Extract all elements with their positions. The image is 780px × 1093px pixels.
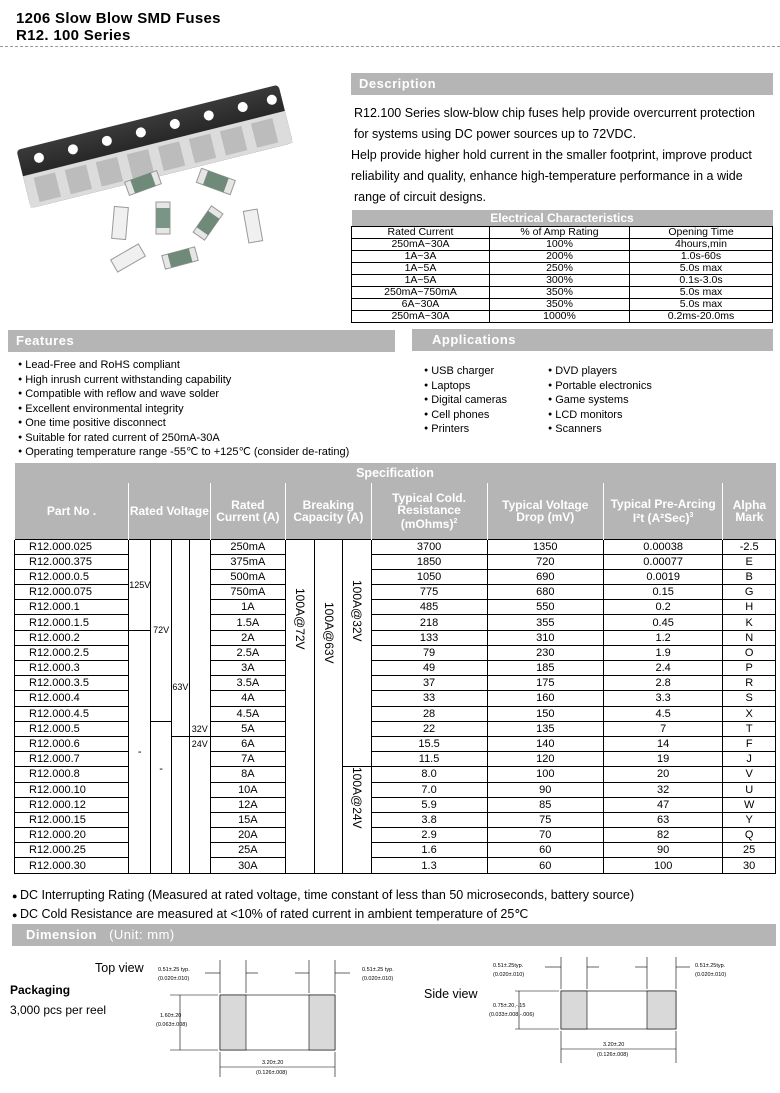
header-opening-time: Opening Time — [630, 226, 773, 238]
spec-voltage-drop: 150 — [487, 706, 603, 721]
description-line: reliability and quality, enhance high-temperature performance in a wide — [351, 169, 743, 183]
spec-voltage-drop: 230 — [487, 645, 603, 660]
spec-rated-current: 4.5A — [210, 706, 286, 721]
title-line-1: 1206 Slow Blow SMD Fuses — [16, 10, 221, 27]
spec-part-no: R12.000.20 — [15, 828, 129, 843]
spec-rated-current: 15A — [210, 812, 286, 827]
side-view-label: Side view — [424, 987, 478, 1001]
features-list — [18, 358, 349, 460]
spec-cold-resistance: 3.8 — [371, 812, 487, 827]
note-cold-resistance-text: DC Cold Resistance are measured at <10% of rated current in ambient temperature of 25℃ — [19, 907, 529, 921]
electrical-cell: 6A~30A — [352, 298, 490, 310]
spec-part-no: R12.000.1 — [15, 600, 129, 615]
spec-voltage-drop: 310 — [487, 630, 603, 645]
dimension-title: Dimension — [26, 927, 97, 942]
spec-voltage-drop: 135 — [487, 721, 603, 736]
electrical-row — [352, 310, 773, 322]
spec-pre-arcing: 19 — [603, 752, 722, 767]
dim-a2-inch: (0.020±.010) — [362, 976, 394, 982]
spec-row — [15, 706, 776, 721]
spec-voltage-drop: 60 — [487, 858, 603, 873]
breaking-63v-label: 100A@63V — [321, 601, 336, 664]
spec-pre-arcing: 100 — [603, 858, 722, 873]
voltage-dash-2: - — [151, 721, 172, 873]
spec-pre-arcing: 63 — [603, 812, 722, 827]
electrical-cell: 250mA~750mA — [352, 286, 490, 298]
electrical-row — [352, 262, 773, 274]
note-interrupting-text: DC Interrupting Rating (Measured at rated voltage, time constant of less than 50 microseconds, battery source) — [19, 888, 635, 902]
spec-pre-arcing: 2.4 — [603, 661, 722, 676]
spec-alpha-mark: J — [723, 752, 776, 767]
spec-alpha-mark: H — [723, 600, 776, 615]
electrical-cell: 0.1s-3.0s — [630, 274, 773, 286]
col-breaking-capacity: Breaking Capacity (A) — [286, 483, 371, 539]
dim-c-text: 3.20±.20 — [262, 1060, 284, 1066]
spec-cold-resistance: 11.5 — [371, 752, 487, 767]
electrical-characteristics-table — [351, 210, 773, 323]
spec-part-no: R12.000.8 — [15, 767, 129, 782]
dim-a-inch: (0.020±.010) — [158, 976, 190, 982]
applications-header: Applications — [412, 329, 773, 351]
top-view-label: Top view — [95, 961, 144, 975]
col-part-no: Part No . — [15, 483, 129, 539]
header-divider — [0, 46, 780, 47]
description-line: R12.100 Series slow-blow chip fuses help provide overcurrent protection — [354, 106, 755, 120]
spec-alpha-mark: Y — [723, 812, 776, 827]
col-pre-arcing-note: 3 — [689, 511, 694, 519]
spec-cold-resistance: 1050 — [371, 569, 487, 584]
voltage-72v: 72V — [151, 539, 172, 721]
voltage-32v: 32V — [189, 539, 210, 736]
spec-part-no: R12.000.6 — [15, 736, 129, 751]
note-interrupting — [12, 886, 634, 905]
spec-rated-current: 3.5A — [210, 676, 286, 691]
spec-cold-resistance: 133 — [371, 630, 487, 645]
feature-item: ● Suitable for rated current of 250mA-30A — [18, 431, 349, 446]
spec-pre-arcing: 90 — [603, 843, 722, 858]
spec-rated-current: 20A — [210, 828, 286, 843]
electrical-cell: 1A~5A — [352, 274, 490, 286]
breaking-63v — [315, 539, 343, 873]
breaking-24v-label: 100A@24V — [349, 767, 364, 829]
carrier-tape — [16, 85, 292, 209]
spec-alpha-mark: 25 — [723, 843, 776, 858]
electrical-cell: 350% — [490, 286, 630, 298]
spec-cold-resistance: 218 — [371, 615, 487, 630]
spec-row — [15, 721, 776, 736]
spec-rated-current: 7A — [210, 752, 286, 767]
spec-part-no: R12.000.10 — [15, 782, 129, 797]
col-pre-arcing-label: Typical Pre-Arcing I²t (A²Sec) — [610, 496, 716, 525]
spec-pre-arcing: 14 — [603, 736, 722, 751]
electrical-row — [352, 274, 773, 286]
spec-row — [15, 858, 776, 873]
electrical-cell: 250% — [490, 262, 630, 274]
spec-alpha-mark: Q — [723, 828, 776, 843]
spec-part-no: R12.000.2.5 — [15, 645, 129, 660]
note-cold-resistance — [12, 905, 634, 924]
spec-row — [15, 752, 776, 767]
spec-part-no: R12.000.12 — [15, 797, 129, 812]
spec-row — [15, 645, 776, 660]
feature-item: ● One time positive disconnect — [18, 416, 349, 431]
spec-row — [15, 615, 776, 630]
col-pre-arcing — [603, 483, 722, 539]
spec-rated-current: 12A — [210, 797, 286, 812]
voltage-dash-1: - — [129, 630, 151, 873]
spec-voltage-drop: 120 — [487, 752, 603, 767]
col-alpha-mark: Alpha Mark — [723, 483, 776, 539]
spec-alpha-mark: X — [723, 706, 776, 721]
spec-row — [15, 782, 776, 797]
applications-list-left — [424, 364, 507, 437]
spec-part-no: R12.000.15 — [15, 812, 129, 827]
spec-row — [15, 797, 776, 812]
spec-alpha-mark: 30 — [723, 858, 776, 873]
spec-voltage-drop: 85 — [487, 797, 603, 812]
side-view-drawing — [485, 955, 775, 1085]
dimension-unit: (Unit: mm) — [109, 927, 175, 942]
spec-row — [15, 539, 776, 554]
specification-title: Specification — [15, 463, 776, 483]
spec-pre-arcing: 1.9 — [603, 645, 722, 660]
page-title — [16, 10, 221, 44]
voltage-125v: 125V — [129, 539, 151, 630]
spec-part-no: R12.000.075 — [15, 585, 129, 600]
spec-rated-current: 6A — [210, 736, 286, 751]
spec-voltage-drop: 175 — [487, 676, 603, 691]
spec-alpha-mark: F — [723, 736, 776, 751]
spec-cold-resistance: 22 — [371, 721, 487, 736]
spec-pre-arcing: 47 — [603, 797, 722, 812]
spec-row — [15, 828, 776, 843]
spec-voltage-drop: 185 — [487, 661, 603, 676]
application-item: ● Laptops — [424, 379, 507, 394]
spec-rated-current: 3A — [210, 661, 286, 676]
spec-voltage-drop: 160 — [487, 691, 603, 706]
dim-a2-text: 0.51±.25 typ. — [362, 967, 394, 973]
breaking-24v — [343, 767, 371, 873]
spec-part-no: R12.000.5 — [15, 721, 129, 736]
electrical-cell: 1000% — [490, 310, 630, 322]
col-cold-resistance-label: Typical Cold. Resistance (mOhms) — [392, 490, 466, 531]
spec-alpha-mark: -2.5 — [723, 539, 776, 554]
spec-alpha-mark: P — [723, 661, 776, 676]
spec-alpha-mark: T — [723, 721, 776, 736]
specification-table — [14, 463, 776, 874]
spec-pre-arcing: 0.00038 — [603, 539, 722, 554]
packaging-quantity: 3,000 pcs per reel — [10, 1003, 107, 1017]
electrical-title: Electrical Characteristics — [352, 210, 773, 226]
breaking-32v — [343, 539, 371, 767]
description-header: Description — [351, 73, 773, 95]
spec-row — [15, 661, 776, 676]
spec-cold-resistance: 33 — [371, 691, 487, 706]
col-voltage-drop: Typical Voltage Drop (mV) — [487, 483, 603, 539]
spec-pre-arcing: 0.00077 — [603, 554, 722, 569]
spec-alpha-mark: S — [723, 691, 776, 706]
spec-rated-current: 1A — [210, 600, 286, 615]
spec-alpha-mark: U — [723, 782, 776, 797]
spec-cold-resistance: 28 — [371, 706, 487, 721]
electrical-row — [352, 286, 773, 298]
spec-alpha-mark: O — [723, 645, 776, 660]
bullet-icon: ● — [12, 910, 20, 920]
dim-b-inch: (0.063±.008) — [156, 1022, 188, 1028]
spec-alpha-mark: W — [723, 797, 776, 812]
col-rated-current: Rated Current (A) — [210, 483, 286, 539]
spec-voltage-drop: 1350 — [487, 539, 603, 554]
spec-part-no: R12.000.4.5 — [15, 706, 129, 721]
spec-cold-resistance: 37 — [371, 676, 487, 691]
spec-row — [15, 676, 776, 691]
spec-rated-current: 250mA — [210, 539, 286, 554]
dim-c-side-inch: (0.126±.008) — [597, 1052, 629, 1058]
feature-item: ● Operating temperature range -55℃ to +125℃ (consider de-rating) — [18, 445, 349, 460]
dim-d-text: 0.51±.25typ. — [493, 963, 524, 969]
spec-voltage-drop: 690 — [487, 569, 603, 584]
description-line: for systems using DC power sources up to 72VDC. — [354, 127, 637, 141]
dim-d-inch: (0.020±.010) — [493, 972, 525, 978]
spec-pre-arcing: 0.45 — [603, 615, 722, 630]
spec-row — [15, 554, 776, 569]
spec-cold-resistance: 8.0 — [371, 767, 487, 782]
spec-rated-current: 375mA — [210, 554, 286, 569]
spec-voltage-drop: 70 — [487, 828, 603, 843]
application-item: ● LCD monitors — [548, 408, 652, 423]
spec-cold-resistance: 2.9 — [371, 828, 487, 843]
spec-rated-current: 500mA — [210, 569, 286, 584]
electrical-cell: 0.2ms-20.0ms — [630, 310, 773, 322]
spec-rated-current: 8A — [210, 767, 286, 782]
spec-alpha-mark: R — [723, 676, 776, 691]
col-cold-resistance — [371, 483, 487, 539]
spec-alpha-mark: E — [723, 554, 776, 569]
spec-voltage-drop: 140 — [487, 736, 603, 751]
spec-rated-current: 1.5A — [210, 615, 286, 630]
spec-part-no: R12.000.2 — [15, 630, 129, 645]
feature-item: ● High inrush current withstanding capability — [18, 373, 349, 388]
spec-pre-arcing: 32 — [603, 782, 722, 797]
description-text — [351, 103, 755, 208]
spec-row — [15, 600, 776, 615]
spec-voltage-drop: 60 — [487, 843, 603, 858]
electrical-cell: 5.0s max — [630, 298, 773, 310]
electrical-header-row — [352, 226, 773, 238]
spec-rated-current: 750mA — [210, 585, 286, 600]
application-item: ● Digital cameras — [424, 393, 507, 408]
spec-pre-arcing: 20 — [603, 767, 722, 782]
spec-notes — [12, 886, 634, 924]
breaking-32v-label: 100A@32V — [349, 579, 364, 642]
spec-alpha-mark: K — [723, 615, 776, 630]
spec-pre-arcing: 0.15 — [603, 585, 722, 600]
spec-part-no: R12.000.1.5 — [15, 615, 129, 630]
feature-item: ● Lead-Free and RoHS compliant — [18, 358, 349, 373]
spec-cold-resistance: 79 — [371, 645, 487, 660]
spec-rated-current: 10A — [210, 782, 286, 797]
electrical-cell: 350% — [490, 298, 630, 310]
spec-pre-arcing: 0.0019 — [603, 569, 722, 584]
spec-rated-current: 25A — [210, 843, 286, 858]
spec-cold-resistance: 1.3 — [371, 858, 487, 873]
spec-part-no: R12.000.3 — [15, 661, 129, 676]
application-item: ● DVD players — [548, 364, 652, 379]
voltage-63v: 63V — [171, 539, 189, 736]
electrical-cell: 4hours,min — [630, 238, 773, 250]
electrical-cell: 100% — [490, 238, 630, 250]
header-amp-rating: % of Amp Rating — [490, 226, 630, 238]
dim-d2-inch: (0.020±.010) — [695, 972, 727, 978]
electrical-row — [352, 298, 773, 310]
spec-cold-resistance: 775 — [371, 585, 487, 600]
spec-part-no: R12.000.25 — [15, 843, 129, 858]
spec-row — [15, 812, 776, 827]
spec-voltage-drop: 75 — [487, 812, 603, 827]
spec-voltage-drop: 355 — [487, 615, 603, 630]
spec-cold-resistance: 1.6 — [371, 843, 487, 858]
spec-pre-arcing: 0.2 — [603, 600, 722, 615]
spec-part-no: R12.000.30 — [15, 858, 129, 873]
dimension-header — [12, 924, 776, 946]
voltage-24v: 24V — [189, 736, 210, 873]
spec-alpha-mark: G — [723, 585, 776, 600]
application-item: ● Scanners — [548, 422, 652, 437]
spec-cold-resistance: 7.0 — [371, 782, 487, 797]
packaging-label: Packaging — [10, 983, 71, 997]
spec-cold-resistance: 1850 — [371, 554, 487, 569]
dim-c-side-text: 3.20±.20 — [603, 1042, 625, 1048]
spec-alpha-mark: N — [723, 630, 776, 645]
application-item: ● Game systems — [548, 393, 652, 408]
spec-row — [15, 736, 776, 751]
spec-cold-resistance: 15.5 — [371, 736, 487, 751]
feature-item: ● Excellent environmental integrity — [18, 402, 349, 417]
electrical-cell: 1A~3A — [352, 250, 490, 262]
dim-b-text: 1.60±.20 — [160, 1013, 182, 1019]
spec-pre-arcing: 82 — [603, 828, 722, 843]
electrical-cell: 200% — [490, 250, 630, 262]
dim-a-text: 0.51±.25 typ. — [158, 967, 190, 973]
spec-part-no: R12.000.0.5 — [15, 569, 129, 584]
electrical-cell: 250mA~30A — [352, 310, 490, 322]
spec-cold-resistance: 49 — [371, 661, 487, 676]
spec-voltage-drop: 680 — [487, 585, 603, 600]
spec-rated-current: 5A — [210, 721, 286, 736]
spec-part-no: R12.000.025 — [15, 539, 129, 554]
spec-cold-resistance: 5.9 — [371, 797, 487, 812]
electrical-cell: 1A~5A — [352, 262, 490, 274]
spec-pre-arcing: 3.3 — [603, 691, 722, 706]
electrical-cell: 5.0s max — [630, 286, 773, 298]
application-item: ● Printers — [424, 422, 507, 437]
application-item: ● Cell phones — [424, 408, 507, 423]
dim-e-text: 0.75±.20,-.15 — [493, 1003, 526, 1009]
breaking-72v — [286, 539, 315, 873]
col-cold-resistance-note: 2 — [453, 517, 458, 525]
spec-voltage-drop: 720 — [487, 554, 603, 569]
electrical-cell: 250mA~30A — [352, 238, 490, 250]
spec-pre-arcing: 4.5 — [603, 706, 722, 721]
spec-rated-current: 4A — [210, 691, 286, 706]
top-view-drawing — [150, 955, 440, 1085]
application-item: ● Portable electronics — [548, 379, 652, 394]
spec-row — [15, 843, 776, 858]
spec-voltage-drop: 550 — [487, 600, 603, 615]
spec-rated-current: 2.5A — [210, 645, 286, 660]
spec-cold-resistance: 485 — [371, 600, 487, 615]
spec-cold-resistance: 3700 — [371, 539, 487, 554]
voltage-63v-empty — [171, 736, 189, 873]
description-line: range of circuit designs. — [354, 190, 487, 204]
application-item: ● USB charger — [424, 364, 507, 379]
spec-pre-arcing: 2.8 — [603, 676, 722, 691]
spec-rated-current: 30A — [210, 858, 286, 873]
features-header: Features — [8, 330, 395, 352]
spec-pre-arcing: 1.2 — [603, 630, 722, 645]
spec-voltage-drop: 100 — [487, 767, 603, 782]
product-photo — [8, 78, 338, 288]
dim-d2-text: 0.51±.25typ. — [695, 963, 726, 969]
spec-rated-current: 2A — [210, 630, 286, 645]
breaking-72v-label: 100A@72V — [293, 587, 308, 650]
spec-row — [15, 767, 776, 782]
electrical-cell: 5.0s max — [630, 262, 773, 274]
spec-part-no: R12.000.4 — [15, 691, 129, 706]
spec-alpha-mark: B — [723, 569, 776, 584]
spec-part-no: R12.000.7 — [15, 752, 129, 767]
electrical-row — [352, 238, 773, 250]
dim-e-inch: (0.033±.008,-.006) — [489, 1012, 535, 1018]
header-rated-current: Rated Current — [352, 226, 490, 238]
electrical-row — [352, 250, 773, 262]
electrical-cell: 300% — [490, 274, 630, 286]
bullet-icon: ● — [12, 891, 20, 901]
spec-alpha-mark: V — [723, 767, 776, 782]
title-line-2: R12. 100 Series — [16, 27, 131, 44]
spec-voltage-drop: 90 — [487, 782, 603, 797]
col-rated-voltage: Rated Voltage — [129, 483, 210, 539]
applications-list-right — [548, 364, 652, 437]
loose-fuses — [111, 168, 263, 272]
dim-c-inch: (0.126±.008) — [256, 1070, 288, 1076]
spec-pre-arcing: 7 — [603, 721, 722, 736]
spec-row — [15, 630, 776, 645]
spec-part-no: R12.000.375 — [15, 554, 129, 569]
feature-item: ● Compatible with reflow and wave solder — [18, 387, 349, 402]
spec-part-no: R12.000.3.5 — [15, 676, 129, 691]
description-line: Help provide higher hold current in the smaller footprint, improve product — [351, 148, 752, 162]
spec-row — [15, 691, 776, 706]
electrical-cell: 1.0s-60s — [630, 250, 773, 262]
